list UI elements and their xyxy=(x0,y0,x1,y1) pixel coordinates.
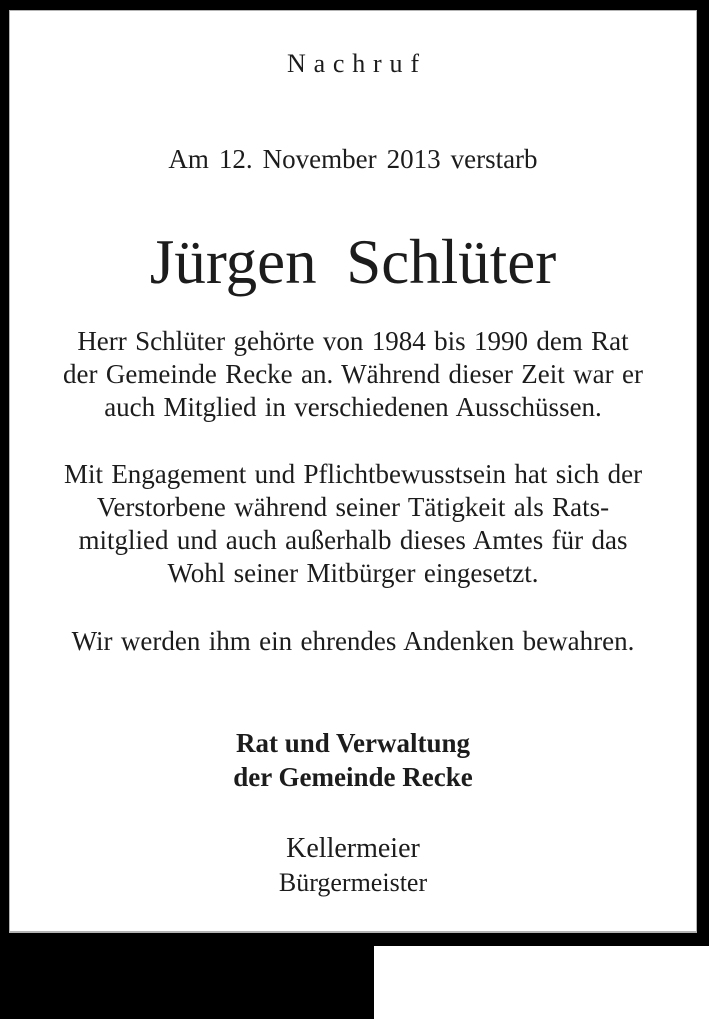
paragraph-council-membership xyxy=(30,325,676,424)
signature-organization xyxy=(30,726,676,794)
signer-title: Bürgermeister xyxy=(278,868,428,897)
paragraph-line: Herr Schlüter gehörte von 1984 bis 1990 dem Rat xyxy=(77,326,629,356)
bottom-right-blank-area xyxy=(374,946,709,1019)
signer-name: Kellermeier xyxy=(286,833,420,864)
paragraph-line: mitglied und auch außerhalb dieses Amtes für das xyxy=(78,525,628,555)
deceased-name: Jürgen Schlüter xyxy=(149,227,557,297)
paragraph-line: Verstorbene während seiner Tätigkeit als Rats- xyxy=(96,492,610,522)
paragraph-commitment xyxy=(30,458,676,590)
paragraph-line: auch Mitglied in verschiedenen Ausschüssen. xyxy=(104,392,602,422)
paragraph-line: Wohl seiner Mitbürger eingesetzt. xyxy=(167,558,539,588)
paragraph-line: Mit Engagement und Pflichtbewusstsein hat sich der xyxy=(63,459,643,489)
obituary-card xyxy=(9,10,697,933)
death-date-line: Am 12. November 2013 verstarb xyxy=(168,144,538,174)
paragraph-line: der Gemeinde Recke an. Während dieser Zeit war er xyxy=(63,359,643,389)
signature-org-line: Rat und Verwaltung xyxy=(235,728,471,758)
notice-kicker: Nachruf xyxy=(287,49,427,78)
signature-org-line: der Gemeinde Recke xyxy=(233,762,473,792)
closing-line: Wir werden ihm ein ehrendes Andenken bewahren. xyxy=(71,626,635,656)
